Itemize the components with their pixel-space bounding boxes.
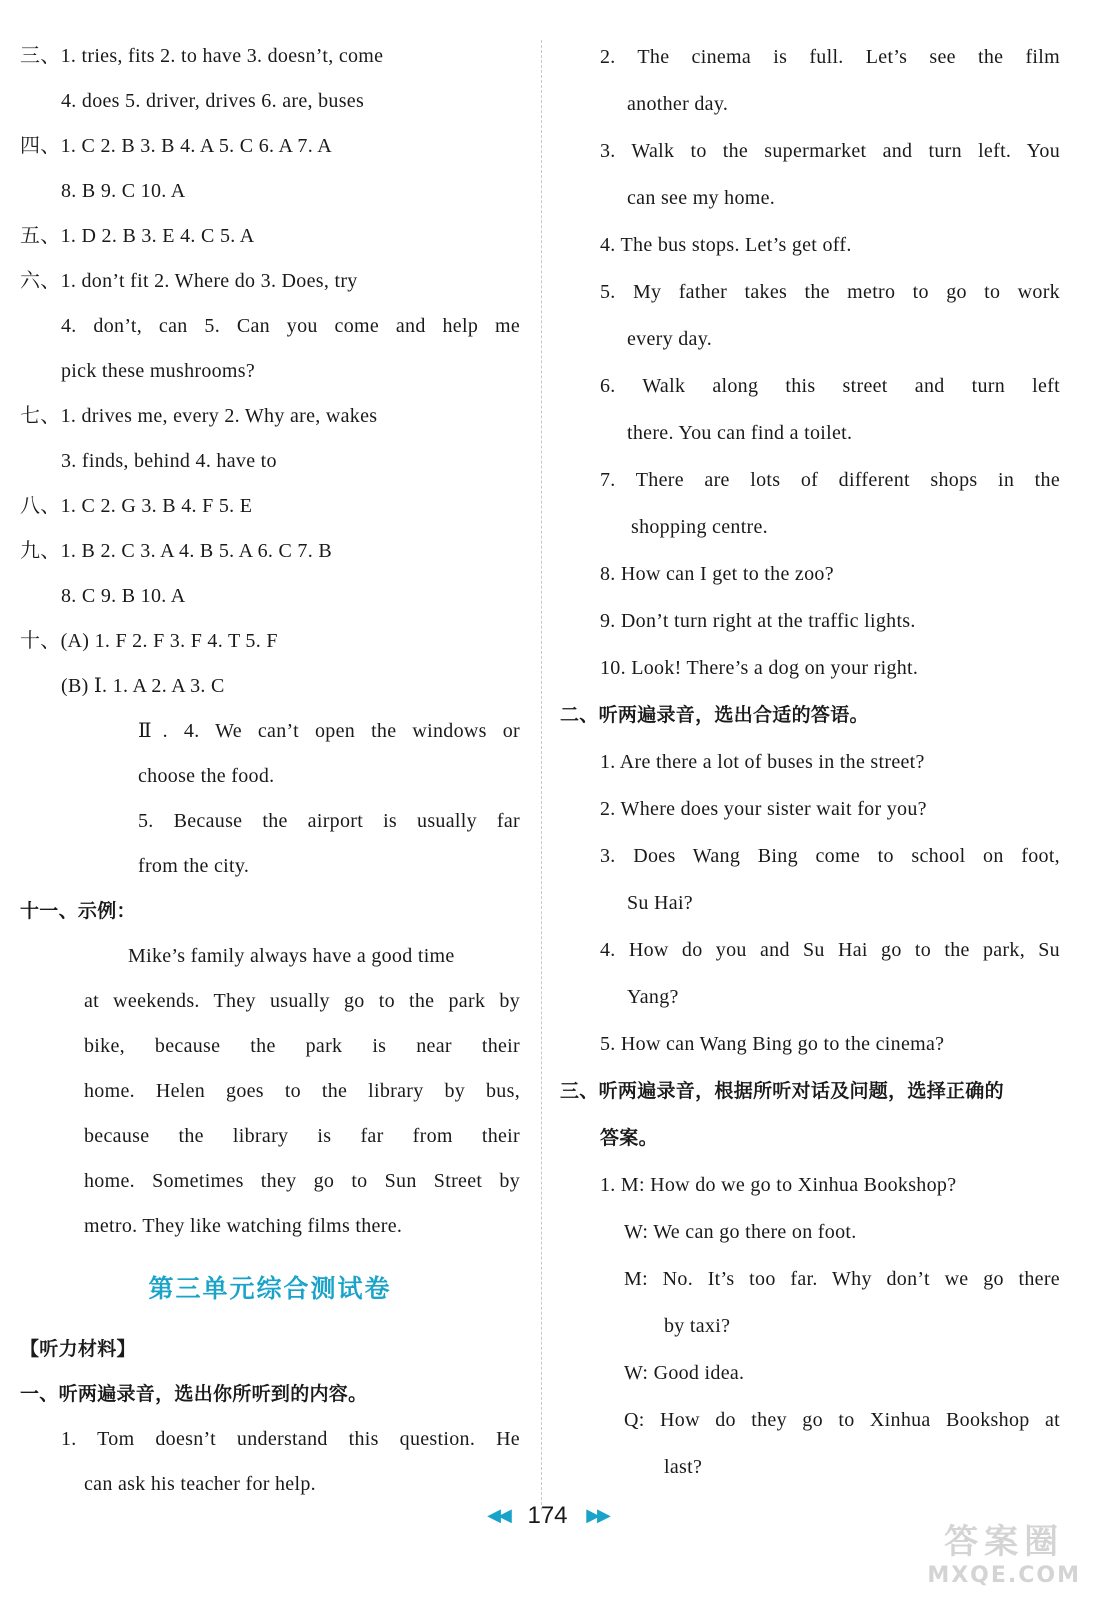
listening-part-2-item-3-line-2: Su Hai? (627, 892, 693, 914)
dialogue-line-1: 1. M: How do we go to Xinhua Bookshop? (600, 1174, 957, 1196)
essay-line-3: bike, because the park is near their (84, 1035, 520, 1057)
answer-section-6-line-2: 4. don’t, can 5. Can you come and help me (61, 315, 520, 337)
dialogue-question: Q: How do they go to Xinhua Bookshop at (624, 1409, 1060, 1431)
answer-section-9-line-1: 九、1. B 2. C 3. A 4. B 5. A 6. C 7. B (20, 540, 332, 562)
answer-section-10-line-5: 5. Because the airport is usually far (138, 810, 520, 832)
dialogue-line-2: W: We can go there on foot. (624, 1221, 857, 1243)
answer-section-3-line-1: 三、1. tries, fits 2. to have 3. doesn’t, come (20, 45, 384, 67)
listening-part-1-item-1-line-1: 1. Tom doesn’t understand this question. He (61, 1428, 520, 1450)
answer-section-6-line-1: 六、1. don’t fit 2. Where do 3. Does, try (20, 270, 358, 292)
listening-part-1-item-2-line-2: another day. (627, 93, 729, 115)
dialogue-question-line-2: last? (664, 1456, 703, 1478)
answer-section-10-line-1: 十、(A) 1. F 2. F 3. F 4. T 5. F (20, 630, 278, 652)
listening-part-1-item-5-line-2: every day. (627, 328, 712, 350)
answer-section-4-line-1: 四、1. C 2. B 3. B 4. A 5. C 6. A 7. A (20, 135, 332, 157)
listening-part-1-title: 一、听两遍录音，选出你所听到的内容。 (20, 1383, 368, 1405)
listening-part-1-item-5-line-1: 5. My father takes the metro to go to work (600, 281, 1060, 303)
listening-part-2-item-3-line-1: 3. Does Wang Bing come to school on foot, (600, 845, 1060, 867)
answer-section-4-line-2: 8. B 9. C 10. A (61, 180, 186, 202)
listening-part-2-title: 二、听两遍录音，选出合适的答语。 (560, 704, 869, 726)
essay-line-2: at weekends. They usually go to the park by (84, 990, 520, 1012)
listening-part-1-item-6-line-1: 6. Walk along this street and turn left (600, 375, 1060, 397)
essay-line-5: because the library is far from their (84, 1125, 520, 1147)
answer-section-10-line-2: (B) Ⅰ. 1. A 2. A 3. C (61, 675, 225, 697)
essay-line-1: Mike’s family always have a good time (128, 945, 455, 967)
listening-part-2-item-4-line-1: 4. How do you and Su Hai go to the park, Su (600, 939, 1060, 961)
listening-part-3-title-line-2: 答案。 (600, 1127, 658, 1149)
answer-section-3-line-2: 4. does 5. driver, drives 6. are, buses (61, 90, 365, 112)
right-column (560, 34, 1060, 1491)
listening-part-1-item-9: 9. Don’t turn right at the traffic lights. (600, 610, 916, 632)
listening-part-1-item-4: 4. The bus stops. Let’s get off. (600, 234, 852, 256)
unit-test-title: 第三单元综合测试卷 (148, 1274, 392, 1303)
dialogue-line-5: W: Good idea. (624, 1362, 745, 1384)
answer-section-10-line-4: choose the food. (138, 765, 275, 787)
listening-part-2-item-2: 2. Where does your sister wait for you? (600, 798, 927, 820)
column-divider (541, 40, 542, 1510)
left-column (20, 34, 520, 1507)
answer-section-7-line-2: 3. finds, behind 4. have to (61, 450, 277, 472)
listening-part-1-item-1-line-2: can ask his teacher for help. (84, 1473, 316, 1495)
listening-part-2-item-1: 1. Are there a lot of buses in the street? (600, 751, 925, 773)
essay-line-6: home. Sometimes they go to Sun Street by (84, 1170, 520, 1192)
next-arrows-icon: ▶▶ (586, 1505, 608, 1525)
listening-part-1-item-7-line-1: 7. There are lots of different shops in the (600, 469, 1060, 491)
listening-part-1-item-8: 8. How can I get to the zoo? (600, 563, 834, 585)
listening-part-2-item-4-line-2: Yang? (627, 986, 679, 1008)
dialogue-line-3: M: No. It’s too far. Why don’t we go there (624, 1268, 1060, 1290)
answer-section-11-title: 十一、示例： (20, 900, 136, 922)
answer-section-10-line-6: from the city. (138, 855, 250, 877)
dialogue-line-4: by taxi? (664, 1315, 731, 1337)
watermark-url: MXQE.COM (927, 1563, 1081, 1588)
answer-section-10-line-3: Ⅱ. 4. We can’t open the windows or (138, 720, 520, 742)
site-watermark (927, 1514, 1081, 1588)
listening-part-1-item-3-line-2: can see my home. (627, 187, 776, 209)
listening-part-1-item-7-line-2: shopping centre. (631, 516, 768, 538)
listening-part-1-item-6-line-2: there. You can find a toilet. (627, 422, 853, 444)
listening-part-1-item-10: 10. Look! There’s a dog on your right. (600, 657, 919, 679)
listening-part-1-item-2-line-1: 2. The cinema is full. Let’s see the film (600, 46, 1060, 68)
essay-line-4: home. Helen goes to the library by bus, (84, 1080, 520, 1102)
watermark-logo-text: 答案圈 (944, 1522, 1065, 1562)
listening-part-3-title-line-1: 三、听两遍录音，根据所听对话及问题，选择正确的 (560, 1080, 1004, 1102)
essay-line-7: metro. They like watching films there. (84, 1215, 403, 1237)
listening-part-2-item-5: 5. How can Wang Bing go to the cinema? (600, 1033, 945, 1055)
listening-material-title: 【听力材料】 (20, 1338, 136, 1360)
previous-arrows-icon: ◀◀ (487, 1505, 509, 1525)
answer-section-8: 八、1. C 2. G 3. B 4. F 5. E (20, 495, 253, 517)
page-number: 174 (527, 1502, 568, 1529)
answer-section-6-line-3: pick these mushrooms? (61, 360, 256, 382)
answer-section-9-line-2: 8. C 9. B 10. A (61, 585, 186, 607)
answer-section-7-line-1: 七、1. drives me, every 2. Why are, wakes (20, 405, 378, 427)
listening-part-1-item-3-line-1: 3. Walk to the supermarket and turn left. You (600, 140, 1060, 162)
answer-section-5: 五、1. D 2. B 3. E 4. C 5. A (20, 225, 255, 247)
